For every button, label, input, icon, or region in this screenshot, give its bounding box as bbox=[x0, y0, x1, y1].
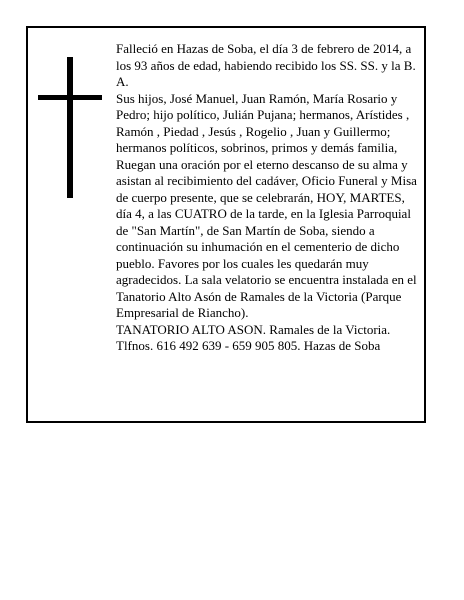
obituary-text bbox=[116, 41, 422, 355]
funeral-home-contact: TANATORIO ALTO ASON. Ramales de la Victoria. Tlfnos. 616 492 639 - 659 905 805. Hazas de Soba bbox=[116, 321, 391, 353]
cross-vertical-bar bbox=[67, 57, 73, 198]
cross-horizontal-bar bbox=[38, 95, 102, 100]
family-and-service-details: Sus hijos, José Manuel, Juan Ramón, María Rosario y Pedro; hijo político, Julián Pujana; hermanos, Arístides , Ramón , Piedad , Jesús , Rogelio , Juan y Guillermo; hermanos políticos, sobrinos, primos y demás familia, Ruegan una oración por el eterno descanso de su alma y asistan al recibimiento del cadáver, Oficio Funeral y Misa de cuerpo presente, que se celebrarán, HOY, MARTES, día 4, a las CUATRO de la tarde, en la Iglesia Parroquial de "San Martín", de San Martín de Soba, siendo a continuación su inhumación en el cementerio de dicho pueblo. Favores por los cuales les quedarán muy agradecidos. La sala velatorio se encuentra instalada en el Tanatorio Alto Asón de Ramales de la Victoria (Parque Empresarial de Riancho). bbox=[116, 90, 417, 320]
cross-icon bbox=[38, 57, 102, 198]
death-announcement: Falleció en Hazas de Soba, el día 3 de febrero de 2014, a los 93 años de edad, habiendo recibido los SS. SS. y la B. A. bbox=[116, 41, 416, 89]
obituary-notice bbox=[26, 26, 426, 423]
